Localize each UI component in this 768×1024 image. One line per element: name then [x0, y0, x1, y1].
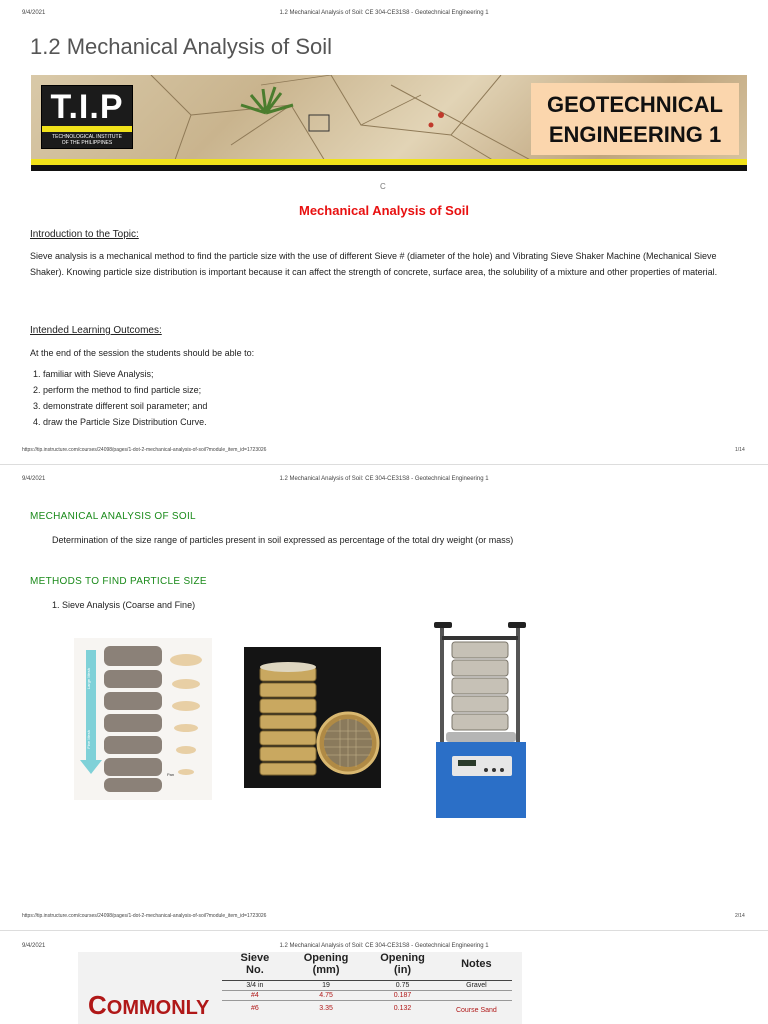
- outcome-item: 2. perform the method to find particle size;: [33, 385, 202, 395]
- table-row: [222, 991, 512, 1001]
- table-row: [222, 1001, 512, 1016]
- stray-letter: C: [380, 182, 386, 191]
- table-cell: #6: [222, 1001, 288, 1016]
- page1-footer-url[interactable]: https://tip.instructure.com/courses/24098/pages/1-dot-2-mechanical-analysis-of-soil?module_item_id=1723026: [22, 447, 267, 453]
- page2-footer-url[interactable]: https://tip.instructure.com/courses/24098/pages/1-dot-2-mechanical-analysis-of-soil?module_item_id=1723026: [22, 913, 267, 919]
- table-cell: 4.75: [288, 991, 365, 1001]
- brass-sieves-illustration: [244, 647, 381, 788]
- table-cell: 3.35: [288, 1001, 365, 1016]
- course-title-line2: ENGINEERING 1: [548, 122, 722, 147]
- page1-header-title: 1.2 Mechanical Analysis of Soil: CE 304-CE31S8 - Geotechnical Engineering 1: [279, 10, 489, 16]
- commonly-rest: OMMONLY: [106, 997, 210, 1019]
- page3-header-title: 1.2 Mechanical Analysis of Soil: CE 304-CE31S8 - Geotechnical Engineering 1: [279, 943, 489, 949]
- ilo-intro: At the end of the session the students should be able to:: [30, 348, 255, 358]
- fine-mesh-label: Fine Mesh: [86, 730, 91, 749]
- tip-logo-sub2: OF THE PHILIPPINES: [61, 140, 113, 146]
- tip-logo-sub1: TECHNOLOGICAL INSTITUTE: [52, 134, 122, 140]
- mechanical-analysis-heading: MECHANICAL ANALYSIS OF SOIL: [30, 511, 196, 522]
- col-opening-in: Opening (in): [380, 952, 425, 976]
- table-cell: 0.187: [364, 991, 441, 1001]
- sieve-shaker-photo: [432, 618, 532, 818]
- page2-header-date: 9/4/2021: [22, 476, 46, 482]
- table-row: [222, 981, 512, 991]
- col-notes: Notes: [461, 958, 492, 970]
- table-cell: 0.75: [364, 981, 441, 991]
- page1-header-date: 9/4/2021: [22, 10, 46, 16]
- page-break: [0, 464, 768, 465]
- brass-sieves-photo: [244, 647, 381, 788]
- methods-heading: METHODS TO FIND PARTICLE SIZE: [30, 576, 207, 587]
- course-banner: [31, 75, 747, 171]
- tip-logo-letters: T.I.P: [50, 88, 124, 126]
- table-cell: Gravel: [441, 981, 512, 991]
- page-break: [0, 930, 768, 931]
- intro-label: Introduction to the Topic:: [30, 229, 139, 240]
- intro-text: Sieve analysis is a mechanical method to find the particle size with the use of different Sieve # (diameter of the hole) and Vibrating Sieve Shaker Machine (Mechanical Sieve Shaker). Knowing particle size distribution is important because it can affect the strength of concrete, surface area, the solubility of a mixture and other properties of material.: [30, 251, 718, 277]
- outcome-item: 3. demonstrate different soil parameter; and: [33, 401, 208, 411]
- outcome-item: 1. familiar with Sieve Analysis;: [33, 369, 154, 379]
- course-title-box: [531, 83, 739, 155]
- large-mesh-label: Large Mesh: [86, 668, 91, 690]
- page3-header-date: 9/4/2021: [22, 943, 46, 949]
- outcome-item: 4. draw the Particle Size Distribution Curve.: [33, 417, 207, 427]
- table-cell: 19: [288, 981, 365, 991]
- outcomes-list: [33, 366, 207, 430]
- definition-text: Determination of the size range of particles present in soil expressed as percentage of the total dry weight (or mass): [52, 535, 514, 545]
- sieve-stack-diagram: [74, 638, 212, 800]
- page2-footer-page: 2/14: [735, 913, 745, 919]
- sieve-table: [222, 952, 512, 1015]
- page-title: 1.2 Mechanical Analysis of Soil: [30, 34, 333, 59]
- page2-header-title: 1.2 Mechanical Analysis of Soil: CE 304-CE31S8 - Geotechnical Engineering 1: [279, 476, 489, 482]
- method-sieve-analysis: 1. Sieve Analysis (Coarse and Fine): [52, 600, 196, 610]
- commonly-heading: [88, 990, 209, 1021]
- table-cell: Course Sand: [441, 1001, 512, 1016]
- section-heading: Mechanical Analysis of Soil: [298, 203, 469, 218]
- tip-logo: [41, 85, 133, 149]
- pan-label: Pan: [167, 772, 175, 777]
- col-sieve-no: Sieve No.: [240, 952, 270, 976]
- table-cell: #4: [222, 991, 288, 1001]
- ilo-label: Intended Learning Outcomes:: [30, 325, 162, 336]
- table-cell: 3/4 in: [222, 981, 288, 991]
- commonly-initial: C: [88, 990, 107, 1020]
- page1-footer-page: 1/14: [735, 447, 745, 453]
- sieve-stack-illustration: [74, 638, 212, 800]
- course-title-line1: GEOTECHNICAL: [547, 92, 723, 117]
- table-cell: [441, 991, 512, 1001]
- col-opening-mm: Opening (mm): [303, 952, 349, 976]
- table-cell: 0.132: [364, 1001, 441, 1016]
- sieve-shaker-illustration: [432, 618, 532, 818]
